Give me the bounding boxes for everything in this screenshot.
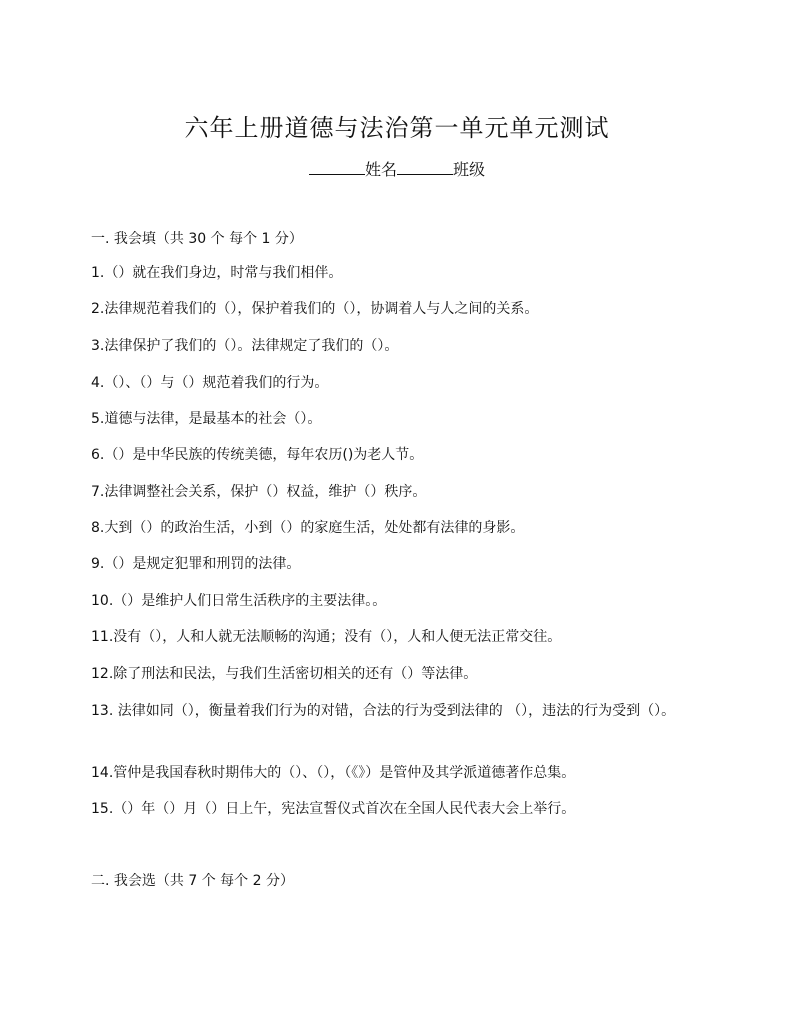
question-13: 13. 法律如同（），衡量着我们行为的对错，合法的行为受到法律的 （），违法的行为受到（）。 — [91, 703, 676, 719]
class-blank[interactable] — [397, 160, 453, 175]
question-10: 10.（）是维护人们日常生活秩序的主要法律。。 — [91, 593, 387, 609]
question-3: 3.法律保护了我们的（）。法律规定了我们的（）。 — [91, 338, 399, 354]
name-label: 姓名 — [364, 160, 397, 179]
question-1: 1.（）就在我们身边，时常与我们相伴。 — [91, 265, 343, 281]
name-blank[interactable] — [309, 160, 365, 175]
question-14: 14.管仲是我国春秋时期伟大的（）、（），（《》）是管仲及其学派道德著作总集。 — [91, 765, 576, 781]
question-5: 5.道德与法律，是最基本的社会（）。 — [91, 411, 322, 427]
question-15: 15.（）年（）月（）日上午，宪法宣誓仪式首次在全国人民代表大会上举行。 — [91, 801, 576, 817]
question-11: 11.没有（），人和人就无法顺畅的沟通；没有（），人和人便无法正常交往。 — [91, 629, 562, 645]
class-label: 班级 — [453, 160, 486, 179]
question-6: 6.（）是中华民族的传统美德，每年农历()为老人节。 — [91, 447, 424, 463]
question-2: 2.法律规范着我们的（），保护着我们的（），协调着人与人之间的关系。 — [91, 301, 539, 317]
section-2-heading: 二. 我会选（共 7 个 每个 2 分） — [91, 873, 294, 889]
question-7: 7.法律调整社会关系，保护（）权益，维护（）秩序。 — [91, 484, 427, 500]
student-info-line — [0, 157, 794, 180]
question-4: 4.（）、（）与（）规范着我们的行为。 — [91, 375, 329, 391]
question-12: 12.除了刑法和民法，与我们生活密切相关的还有（）等法律。 — [91, 666, 478, 682]
page-title: 六年上册道德与法治第一单元单元测试 — [184, 114, 610, 142]
question-8: 8.大到（）的政治生活，小到（）的家庭生活，处处都有法律的身影。 — [91, 520, 525, 536]
question-9: 9.（）是规定犯罪和刑罚的法律。 — [91, 556, 301, 572]
section-1-heading: 一. 我会填（共 30 个 每个 1 分） — [91, 231, 303, 247]
